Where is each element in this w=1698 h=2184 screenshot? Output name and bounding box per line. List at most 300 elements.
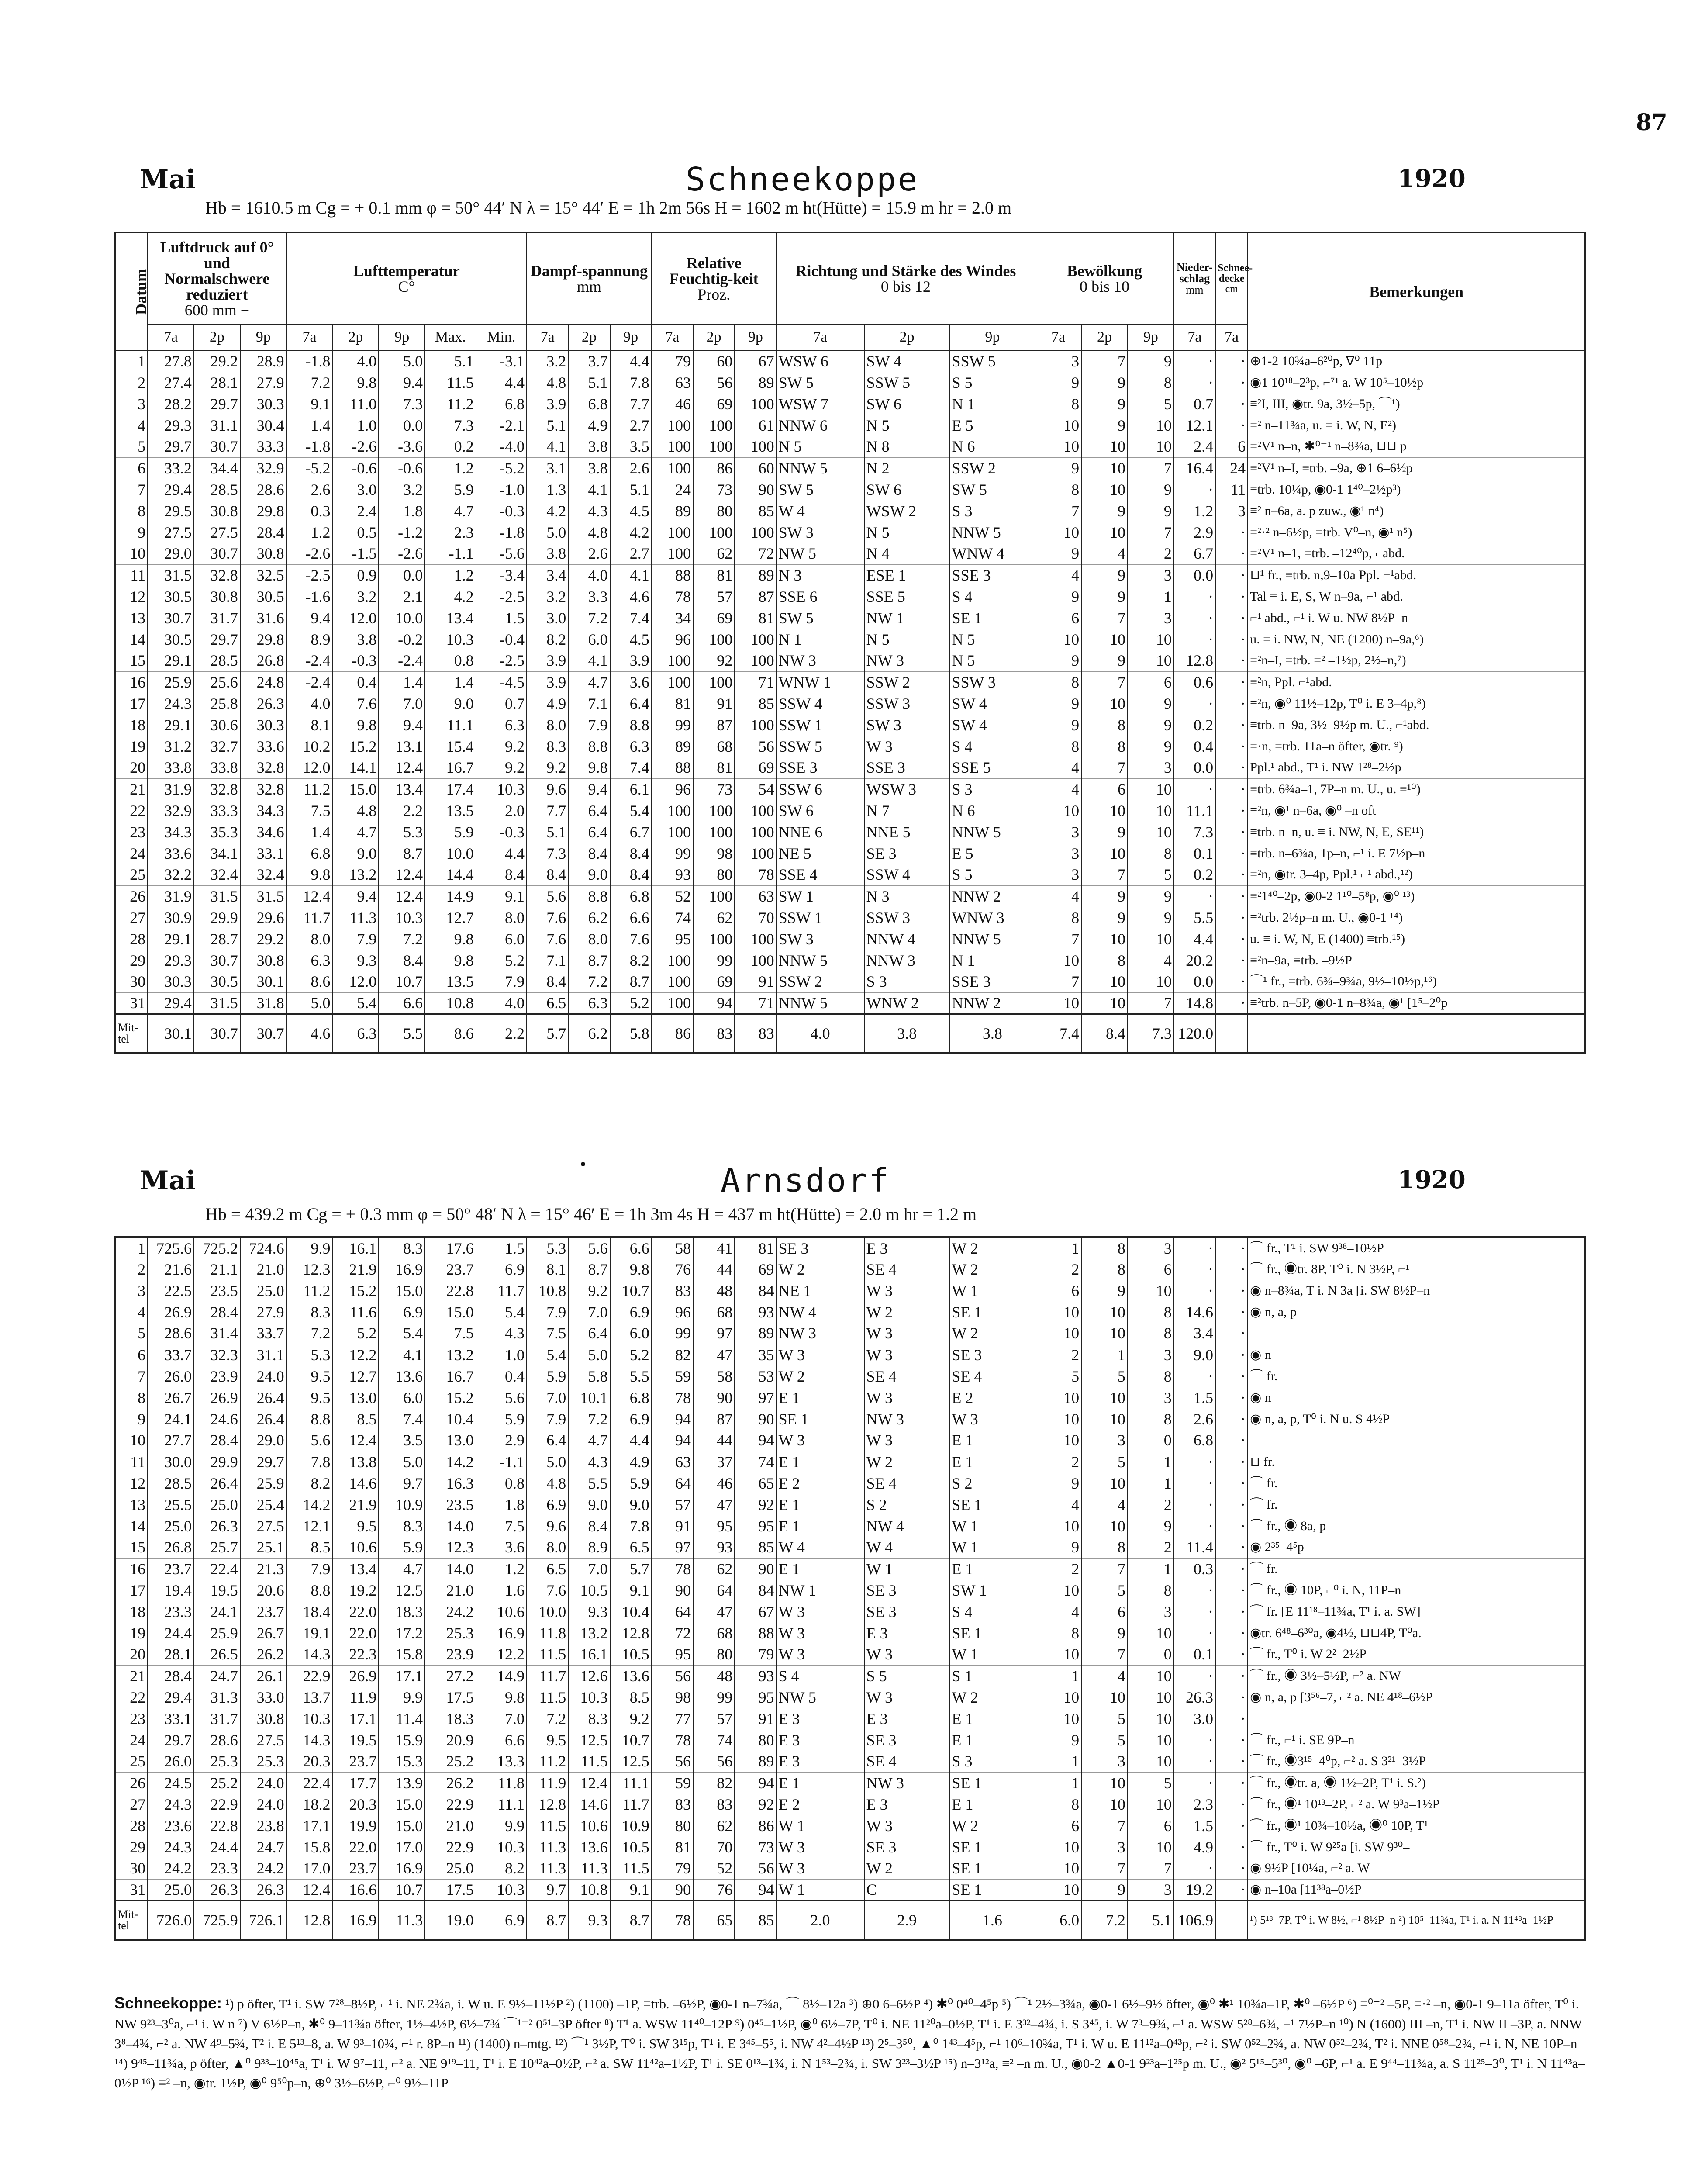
table-cell: 7.3 <box>425 415 476 436</box>
table-cell: · <box>1174 1858 1215 1879</box>
table-cell: 24 <box>652 479 693 500</box>
table-cell: NNW 5 <box>949 522 1035 543</box>
table-cell: 3.0 <box>527 607 568 629</box>
table-cell: 3 <box>1081 1430 1128 1451</box>
header-7a: 7a <box>527 324 568 350</box>
table-cell: 8 <box>1128 1301 1174 1323</box>
table-cell: 28.4 <box>240 522 286 543</box>
table-cell: 25.4 <box>240 1494 286 1515</box>
table-cell: 10.0 <box>527 1601 568 1622</box>
table-cell: 33.8 <box>148 757 194 778</box>
table-cell: 2 <box>1035 1558 1081 1579</box>
table-cell: 0.7 <box>476 693 527 714</box>
table-cell: -1.2 <box>379 522 425 543</box>
table-cell: 21 <box>115 1665 148 1686</box>
table-cell: 11.2 <box>286 778 333 800</box>
table-cell: 24.7 <box>240 1836 286 1858</box>
table-cell: 26 <box>115 1772 148 1794</box>
table-cell: 2.6 <box>286 479 333 500</box>
table-cell: 100 <box>652 543 693 564</box>
table-cell: 4 <box>1081 1665 1128 1686</box>
table-cell: 30.5 <box>194 971 240 992</box>
table-cell: 0.0 <box>379 564 425 586</box>
table-row <box>115 1772 1585 1794</box>
table-cell: 100 <box>652 457 693 479</box>
table-cell: 78 <box>652 1558 693 1579</box>
table-cell: 8.4 <box>527 971 568 992</box>
table-cell: 5.9 <box>476 1408 527 1430</box>
table-cell: 26.9 <box>332 1665 379 1686</box>
table-cell: 97 <box>693 1323 735 1344</box>
table-cell: 4.7 <box>332 821 379 843</box>
table-row <box>115 1451 1585 1472</box>
table-cell: 22.9 <box>425 1794 476 1815</box>
table-cell: 6.5 <box>527 1558 568 1579</box>
table-cell: 8 <box>1128 372 1174 393</box>
table-cell: 4.3 <box>568 1451 610 1472</box>
table-cell: 11.1 <box>425 714 476 736</box>
table-cell: 28.7 <box>194 928 240 950</box>
table-cell: ≡²V¹ n–1, ≡trb. –12⁴⁰p, ⌐abd. <box>1248 543 1585 564</box>
table-cell: 92 <box>735 1494 776 1515</box>
table-cell: 3 <box>1128 1237 1174 1258</box>
table-cell: 33.1 <box>148 1708 194 1729</box>
table-cell: 9.8 <box>286 864 333 885</box>
table-cell: 3.2 <box>379 479 425 500</box>
table-cell: 10 <box>1081 971 1128 992</box>
table-cell: 62 <box>693 1815 735 1836</box>
table-cell: 15.0 <box>332 778 379 800</box>
table-cell: · <box>1174 1280 1215 1301</box>
table-cell: · <box>1215 564 1248 586</box>
table-cell: 2 <box>1128 1537 1174 1558</box>
table-cell: 8.3 <box>379 1515 425 1537</box>
table-cell: SSE 4 <box>777 864 864 885</box>
table-cell: 7.6 <box>527 1579 568 1601</box>
table-cell: 16.7 <box>425 1365 476 1387</box>
mean-cell: 16.9 <box>332 1901 379 1940</box>
table-cell: ESE 1 <box>864 564 950 586</box>
table-cell: SW 5 <box>949 479 1035 500</box>
table-cell: 9 <box>1128 885 1174 907</box>
table-cell: 29.3 <box>148 950 194 971</box>
mean-cell: 5.5 <box>379 1014 425 1053</box>
table-cell: SW 5 <box>777 372 864 393</box>
table-cell: 5.6 <box>476 1387 527 1408</box>
table-cell: 3 <box>1035 864 1081 885</box>
table-cell: 3.8 <box>332 629 379 650</box>
table-cell: E 3 <box>864 1794 950 1815</box>
table-cell: 9.8 <box>425 928 476 950</box>
footnotes-label: Schneekoppe: <box>114 1994 222 2012</box>
table-cell: 8 <box>1081 950 1128 971</box>
table-cell: 9 <box>1035 586 1081 607</box>
table-cell: · <box>1215 1879 1248 1901</box>
table-cell: 17.5 <box>425 1879 476 1901</box>
table-cell: 12.8 <box>1174 650 1215 671</box>
table-cell: NNW 5 <box>777 992 864 1014</box>
table-cell: 8.2 <box>286 1472 333 1494</box>
table-cell: 30.8 <box>240 543 286 564</box>
table-cell: 12.6 <box>568 1665 610 1686</box>
table-cell: ⌒ fr. <box>1248 1558 1585 1579</box>
table-cell: 10.3 <box>568 1686 610 1708</box>
table-cell: 27.9 <box>240 1301 286 1323</box>
table-cell: 5.3 <box>379 821 425 843</box>
table-cell: 29.1 <box>148 714 194 736</box>
table-cell: 1.2 <box>476 1558 527 1579</box>
header-niederschlag: Nieder-schlag mm <box>1174 232 1215 324</box>
header-datum: Datum <box>115 232 148 350</box>
table-cell: 10.7 <box>379 1879 425 1901</box>
table-cell: 4.3 <box>568 500 610 522</box>
table-cell: ⌒ fr., T⁰ i. W 2²–2½P <box>1248 1644 1585 1665</box>
table-cell: -2.4 <box>286 650 333 671</box>
table-cell: 9 <box>1035 1729 1081 1751</box>
table-cell: 27.5 <box>194 522 240 543</box>
table-cell: 81 <box>652 693 693 714</box>
table-cell: 7.2 <box>568 1408 610 1430</box>
table-cell: 7 <box>1081 1858 1128 1879</box>
table-cell: 23.7 <box>332 1751 379 1772</box>
table-cell: 8 <box>1128 1365 1174 1387</box>
table-cell: 28.1 <box>194 372 240 393</box>
mean-cell: 1.6 <box>949 1901 1035 1940</box>
table-cell: 5.1 <box>610 479 652 500</box>
table-cell: 5 <box>1035 1365 1081 1387</box>
table-cell: SSW 1 <box>777 714 864 736</box>
table-cell: · <box>1174 885 1215 907</box>
table-cell: SE 1 <box>949 1879 1035 1901</box>
table-cell: 30.3 <box>240 714 286 736</box>
table-cell: 81 <box>735 1237 776 1258</box>
table-cell: 30.8 <box>240 950 286 971</box>
table-cell: 9.7 <box>527 1879 568 1901</box>
table-cell: 1.3 <box>527 479 568 500</box>
table-cell: 27.8 <box>148 350 194 372</box>
header-9p: 9p <box>610 324 652 350</box>
table-cell: W 3 <box>777 1601 864 1622</box>
header-2p: 2p <box>693 324 735 350</box>
table-cell: 21.1 <box>194 1258 240 1280</box>
table-cell: 0.8 <box>476 1472 527 1494</box>
table-cell: 29.0 <box>240 1430 286 1451</box>
table-cell: ≡²n, ◉⁰ 11½–12p, T⁰ i. E 3–4p,⁸) <box>1248 693 1585 714</box>
station-constants: Hb = 439.2 m Cg = + 0.3 mm φ = 50° 48′ N λ = 15° 46′ E = 1h 3m 4s H = 437 m ht(Hütte) = 2.0 m hr = 1.2 m <box>205 1204 977 1224</box>
table-cell: 8.4 <box>610 864 652 885</box>
table-cell: 30.0 <box>148 1451 194 1472</box>
table-cell: 6.9 <box>476 1258 527 1280</box>
table-cell: 22.4 <box>194 1558 240 1579</box>
table-cell: 30.5 <box>148 586 194 607</box>
table-cell: 10 <box>1128 1280 1174 1301</box>
table-cell: ⌒ fr., ◉tr. 8P, T⁰ i. N 3½P, ⌐¹ <box>1248 1258 1585 1280</box>
table-cell: 8.0 <box>476 907 527 928</box>
table-cell: 89 <box>652 500 693 522</box>
mean-cell: 5.1 <box>1128 1901 1174 1940</box>
table-cell: 10 <box>1035 415 1081 436</box>
table-cell: 9.1 <box>610 1579 652 1601</box>
table-cell: 24.2 <box>240 1858 286 1879</box>
table-row <box>115 1836 1585 1858</box>
table-cell: W 4 <box>864 1537 950 1558</box>
table-cell: 8 <box>1128 1323 1174 1344</box>
table-cell: 14.1 <box>332 757 379 778</box>
table-cell: NE 1 <box>777 1280 864 1301</box>
table-cell: 10 <box>1035 1879 1081 1901</box>
table-cell: 5.4 <box>476 1301 527 1323</box>
table-cell: 54 <box>735 778 776 800</box>
table-cell: -2.5 <box>476 586 527 607</box>
table-cell: 31.2 <box>148 736 194 757</box>
table-cell: 31 <box>115 992 148 1014</box>
table-cell: 46 <box>652 393 693 415</box>
table-cell: SE 4 <box>864 1751 950 1772</box>
table-cell: SW 4 <box>949 693 1035 714</box>
table-cell: 10 <box>1035 992 1081 1014</box>
table-cell: ◉1 10¹⁸–2³p, ⌐⁷¹ a. W 10⁵–10½p <box>1248 372 1585 393</box>
table-cell: N 3 <box>777 564 864 586</box>
table-cell: 33.3 <box>240 436 286 457</box>
table-cell: 31.4 <box>194 1323 240 1344</box>
table-cell: 29.1 <box>148 928 194 950</box>
table-cell: 5.5 <box>1174 907 1215 928</box>
table-cell: 10 <box>1081 1515 1128 1537</box>
table-cell: 8.3 <box>527 736 568 757</box>
table-cell: 7.0 <box>568 1558 610 1579</box>
table-cell: W 2 <box>777 1365 864 1387</box>
table-cell: 100 <box>693 436 735 457</box>
table-cell: 9 <box>1081 564 1128 586</box>
section-month: Mai <box>140 1165 196 1196</box>
table-cell: ≡²1⁴⁰–2p, ◉0-2 1¹⁰–5⁸p, ◉⁰ ¹³) <box>1248 885 1585 907</box>
header-bewoelkung: Bewölkung 0 bis 10 <box>1035 232 1174 324</box>
table-cell: 6.9 <box>527 1494 568 1515</box>
table-cell: 100 <box>693 671 735 693</box>
table-cell: SW 6 <box>777 800 864 821</box>
table-cell: E 5 <box>949 415 1035 436</box>
table-cell: N 3 <box>864 885 950 907</box>
table-cell: 21.0 <box>425 1815 476 1836</box>
table-cell: W 3 <box>777 1644 864 1665</box>
table-cell: ⌐¹ abd., ⌐¹ i. W u. NW 8½P–n <box>1248 607 1585 629</box>
table-cell: 9.9 <box>286 1237 333 1258</box>
table-cell: 9 <box>1081 1280 1128 1301</box>
table-cell: · <box>1215 629 1248 650</box>
table-cell: 100 <box>652 950 693 971</box>
table-cell: 8 <box>115 1387 148 1408</box>
table-cell: W 3 <box>864 1387 950 1408</box>
table-cell: 10 <box>1128 821 1174 843</box>
table-cell: · <box>1215 586 1248 607</box>
table-cell: · <box>1215 757 1248 778</box>
table-cell: 4.0 <box>332 350 379 372</box>
table-cell: 80 <box>693 500 735 522</box>
table-cell: 8.8 <box>568 736 610 757</box>
table-cell: 1.5 <box>1174 1387 1215 1408</box>
table-cell: WNW 1 <box>777 671 864 693</box>
table-cell: 6.7 <box>1174 543 1215 564</box>
table-cell: 6 <box>1128 671 1174 693</box>
table-cell: -2.6 <box>379 543 425 564</box>
table-cell: 92 <box>735 1794 776 1815</box>
table-cell: 25.0 <box>425 1858 476 1879</box>
table-cell: 29.7 <box>194 629 240 650</box>
table-cell: 7.4 <box>610 757 652 778</box>
table-cell: 11.4 <box>1174 1537 1215 1558</box>
table-cell: 30.7 <box>194 543 240 564</box>
table-cell: S 1 <box>949 1665 1035 1686</box>
table-cell: 29.7 <box>240 1451 286 1472</box>
table-cell: 7.6 <box>610 928 652 950</box>
table-cell: 69 <box>693 607 735 629</box>
table-cell: 16.1 <box>568 1644 610 1665</box>
table-cell: 4.9 <box>527 693 568 714</box>
table-cell: E 5 <box>949 843 1035 864</box>
table-cell: 14.9 <box>425 885 476 907</box>
table-cell: C <box>864 1879 950 1901</box>
table-cell: W 3 <box>949 1408 1035 1430</box>
table-cell: 93 <box>735 1301 776 1323</box>
table-cell: 23.8 <box>240 1815 286 1836</box>
table-cell: 10 <box>1128 650 1174 671</box>
table-cell: 100 <box>693 885 735 907</box>
table-cell: 10 <box>1035 1387 1081 1408</box>
table-cell: SW 6 <box>864 393 950 415</box>
table-cell: 2 <box>1128 543 1174 564</box>
table-cell: 7 <box>1128 1858 1174 1879</box>
table-cell: -2.5 <box>476 650 527 671</box>
table-cell: 24 <box>115 1729 148 1751</box>
table-cell: 4 <box>1035 778 1081 800</box>
table-cell: ≡trb. 6¾a–1, 7P–n m. U., u. ≡¹⁰) <box>1248 778 1585 800</box>
table-cell: 4 <box>1035 1494 1081 1515</box>
table-cell: 0 <box>1128 1644 1174 1665</box>
table-cell: 10 <box>1035 629 1081 650</box>
table-cell: · <box>1215 1451 1248 1472</box>
table-cell: 3.7 <box>568 350 610 372</box>
table-cell: 19.9 <box>332 1815 379 1836</box>
table-cell: 4.4 <box>476 843 527 864</box>
table-cell: 26.4 <box>194 1472 240 1494</box>
table-cell: 9 <box>1035 372 1081 393</box>
table-cell: 7 <box>1081 1815 1128 1836</box>
table-cell: 86 <box>693 457 735 479</box>
table-cell: 12.1 <box>286 1515 333 1537</box>
table-cell: 4.0 <box>476 992 527 1014</box>
table-cell: W 3 <box>864 1815 950 1836</box>
mean-cell <box>1215 1901 1248 1940</box>
table-cell: 62 <box>693 1558 735 1579</box>
table-cell: 6.6 <box>610 1237 652 1258</box>
table-cell: 87 <box>693 714 735 736</box>
table-cell: S 4 <box>949 586 1035 607</box>
table-cell: N 1 <box>949 950 1035 971</box>
table-cell: 14 <box>115 629 148 650</box>
table-cell: -2.6 <box>332 436 379 457</box>
table-cell: 6.5 <box>610 1537 652 1558</box>
header-7a: 7a <box>1215 324 1248 350</box>
table-cell: 0.0 <box>1174 757 1215 778</box>
table-cell: 9 <box>1128 714 1174 736</box>
table-cell: 91 <box>652 1515 693 1537</box>
table-cell: 3 <box>115 393 148 415</box>
table-cell: 89 <box>735 1751 776 1772</box>
table-cell: 26.0 <box>148 1751 194 1772</box>
table-cell: 9.7 <box>379 1472 425 1494</box>
table-cell: 94 <box>652 1430 693 1451</box>
table-cell: SE 3 <box>864 843 950 864</box>
table-cell: S 2 <box>949 1472 1035 1494</box>
table-cell: 9 <box>1035 457 1081 479</box>
table-cell: 6.4 <box>610 693 652 714</box>
table-cell: 22.4 <box>286 1772 333 1794</box>
table-cell: 4 <box>1128 950 1174 971</box>
table-cell: 11.1 <box>610 1772 652 1794</box>
table-cell: 33.0 <box>240 1686 286 1708</box>
table-cell: 3.3 <box>568 586 610 607</box>
table-cell: 11.2 <box>286 1280 333 1301</box>
table-cell: 80 <box>693 1644 735 1665</box>
table-cell: 5.2 <box>476 950 527 971</box>
table-cell: 8.6 <box>286 971 333 992</box>
table-cell: 4.7 <box>568 1430 610 1451</box>
table-cell: 11.4 <box>379 1708 425 1729</box>
table-cell: 13.6 <box>568 1836 610 1858</box>
table-cell: ≡trb. n–n, u. ≡ i. NW, N, E, SE¹¹) <box>1248 821 1585 843</box>
table-cell: 26.3 <box>194 1515 240 1537</box>
table-cell: 5.1 <box>527 415 568 436</box>
table-cell: W 3 <box>864 1430 950 1451</box>
table-cell: 7.8 <box>286 1451 333 1472</box>
table-cell: · <box>1215 350 1248 372</box>
table-cell: 31.6 <box>240 607 286 629</box>
table-cell: 8 <box>1035 479 1081 500</box>
table-cell: 10 <box>1081 928 1128 950</box>
header-2p: 2p <box>332 324 379 350</box>
table-cell: · <box>1215 1258 1248 1280</box>
table-cell: 53 <box>735 1365 776 1387</box>
table-cell: 17.0 <box>286 1858 333 1879</box>
table-cell: NNE 5 <box>864 821 950 843</box>
table-cell: 10.3 <box>476 778 527 800</box>
table-row <box>115 1365 1585 1387</box>
table-cell: ⌒ fr., ◉ 3½–5½P, ⌐² a. NW <box>1248 1665 1585 1686</box>
table-cell: 9.8 <box>476 1686 527 1708</box>
table-cell: E 1 <box>777 1387 864 1408</box>
table-cell: 10 <box>1128 800 1174 821</box>
table-cell: W 2 <box>949 1237 1035 1258</box>
table-cell: 32.8 <box>240 757 286 778</box>
table-cell: 13 <box>115 1494 148 1515</box>
table-cell: 24.0 <box>240 1772 286 1794</box>
table-cell: 19.2 <box>332 1579 379 1601</box>
table-cell: 74 <box>652 907 693 928</box>
table-cell: W 2 <box>949 1323 1035 1344</box>
table-cell: 30.7 <box>194 436 240 457</box>
table-cell: W 2 <box>949 1686 1035 1708</box>
table-cell: 12.4 <box>379 757 425 778</box>
table-cell: 13.8 <box>332 1451 379 1472</box>
table-cell: 12.4 <box>568 1772 610 1794</box>
table-cell: 7 <box>1035 500 1081 522</box>
table-cell: ≡trb. 10¼p, ◉0-1 1⁴⁰–2½p³) <box>1248 479 1585 500</box>
table-cell: 5.1 <box>527 821 568 843</box>
table-cell: 33.2 <box>148 457 194 479</box>
table-cell: 1.0 <box>332 415 379 436</box>
table-cell: -1.5 <box>332 543 379 564</box>
table-cell: 3 <box>1128 564 1174 586</box>
